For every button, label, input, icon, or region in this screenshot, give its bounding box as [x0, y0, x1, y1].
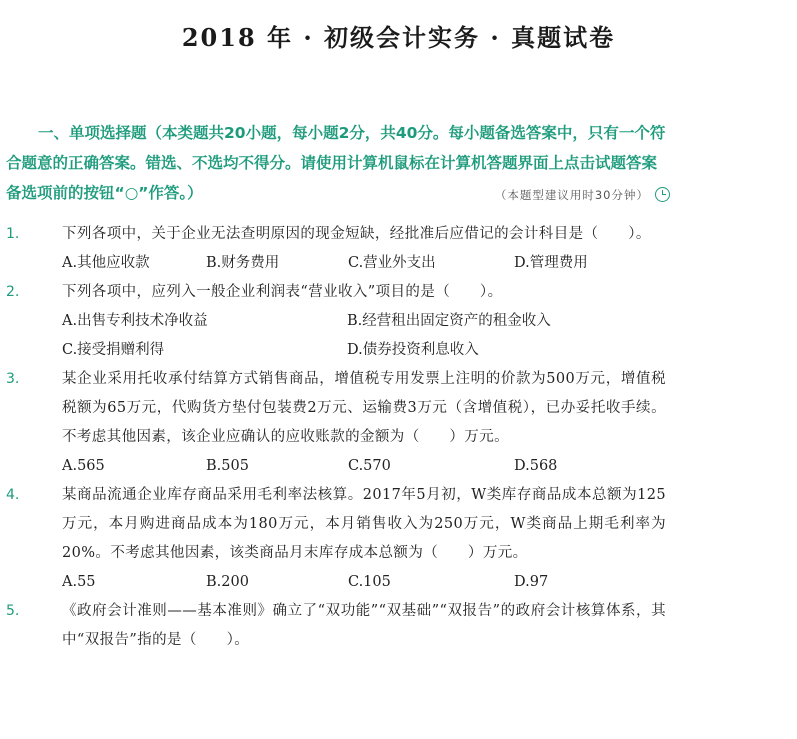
question-stem: 某企业采用托收承付结算方式销售商品，增值税专用发票上注明的价款为500万元，增值税税额为65万元，代购货方垫付包装费2万元、运输费3万元（含增值税），已办妥托收手续。不考虑其他因素，该企业应确认的应收账款的金额为（ ）万元。 [62, 371, 666, 445]
question-list [0, 220, 797, 655]
time-hint [463, 180, 670, 210]
question-number: 5. [6, 603, 20, 619]
option-d: D.管理费用 [514, 255, 588, 271]
question-1 [0, 220, 666, 278]
section-heading [6, 118, 670, 210]
question-number: 2. [6, 284, 20, 300]
clock-icon [655, 187, 670, 202]
question-number: 4. [6, 487, 20, 503]
option-d: D.债券投资利息收入 [347, 342, 479, 358]
option-b: B.505 [206, 458, 249, 474]
question-number: 3. [6, 371, 20, 387]
question-2 [0, 278, 666, 365]
option-a: A.55 [62, 574, 96, 590]
question-stem: 下列各项中，应列入一般企业利润表“营业收入”项目的是（ ）。 [62, 284, 503, 300]
option-b: B.200 [206, 574, 249, 590]
option-b: B.财务费用 [206, 255, 280, 271]
question-stem: 某商品流通企业库存商品采用毛利率法核算。2017年5月初，W类库存商品成本总额为125万元，本月购进商品成本为180万元，本月销售收入为250万元，W类商品上期毛利率为20%。不考虑其他因素，该类商品月末库存成本总额为（ ）万元。 [62, 487, 666, 561]
question-number: 1. [6, 226, 20, 242]
section-heading-text: 一、单项选择题（本类题共20小题，每小题2分，共40分。每小题备选答案中，只有一个符合题意的正确答案。错选、不选均不得分。请使用计算机鼠标在计算机答题界面上点击试题答案备选项前的按钮“○”作答。） [6, 124, 666, 202]
option-a: A.565 [62, 458, 105, 474]
option-list [62, 568, 666, 597]
option-list [62, 249, 666, 278]
question-5 [0, 597, 666, 655]
option-a: A.其他应收款 [62, 255, 150, 271]
option-list [62, 452, 666, 481]
option-a: A.出售专利技术净收益 [62, 313, 208, 329]
option-c: C.570 [348, 458, 391, 474]
question-stem: 下列各项中，关于企业无法查明原因的现金短缺，经批准后应借记的会计科目是（ ）。 [62, 226, 651, 242]
option-c: C.接受捐赠利得 [62, 342, 165, 358]
question-3 [0, 365, 666, 481]
page-title: 2018 年 · 初级会计实务 · 真题试卷 [181, 23, 616, 52]
option-list [62, 307, 666, 365]
option-d: D.568 [514, 458, 558, 474]
question-4 [0, 481, 666, 597]
option-c: C.105 [348, 574, 391, 590]
option-b: B.经营租出固定资产的租金收入 [347, 313, 551, 329]
option-d: D.97 [514, 574, 549, 590]
question-stem: 《政府会计准则——基本准则》确立了“双功能”“双基础”“双报告”的政府会计核算体系，其中“双报告”指的是（ ）。 [62, 603, 666, 648]
option-c: C.营业外支出 [348, 255, 436, 271]
time-hint-text: （本题型建议用时30分钟） [494, 188, 649, 202]
